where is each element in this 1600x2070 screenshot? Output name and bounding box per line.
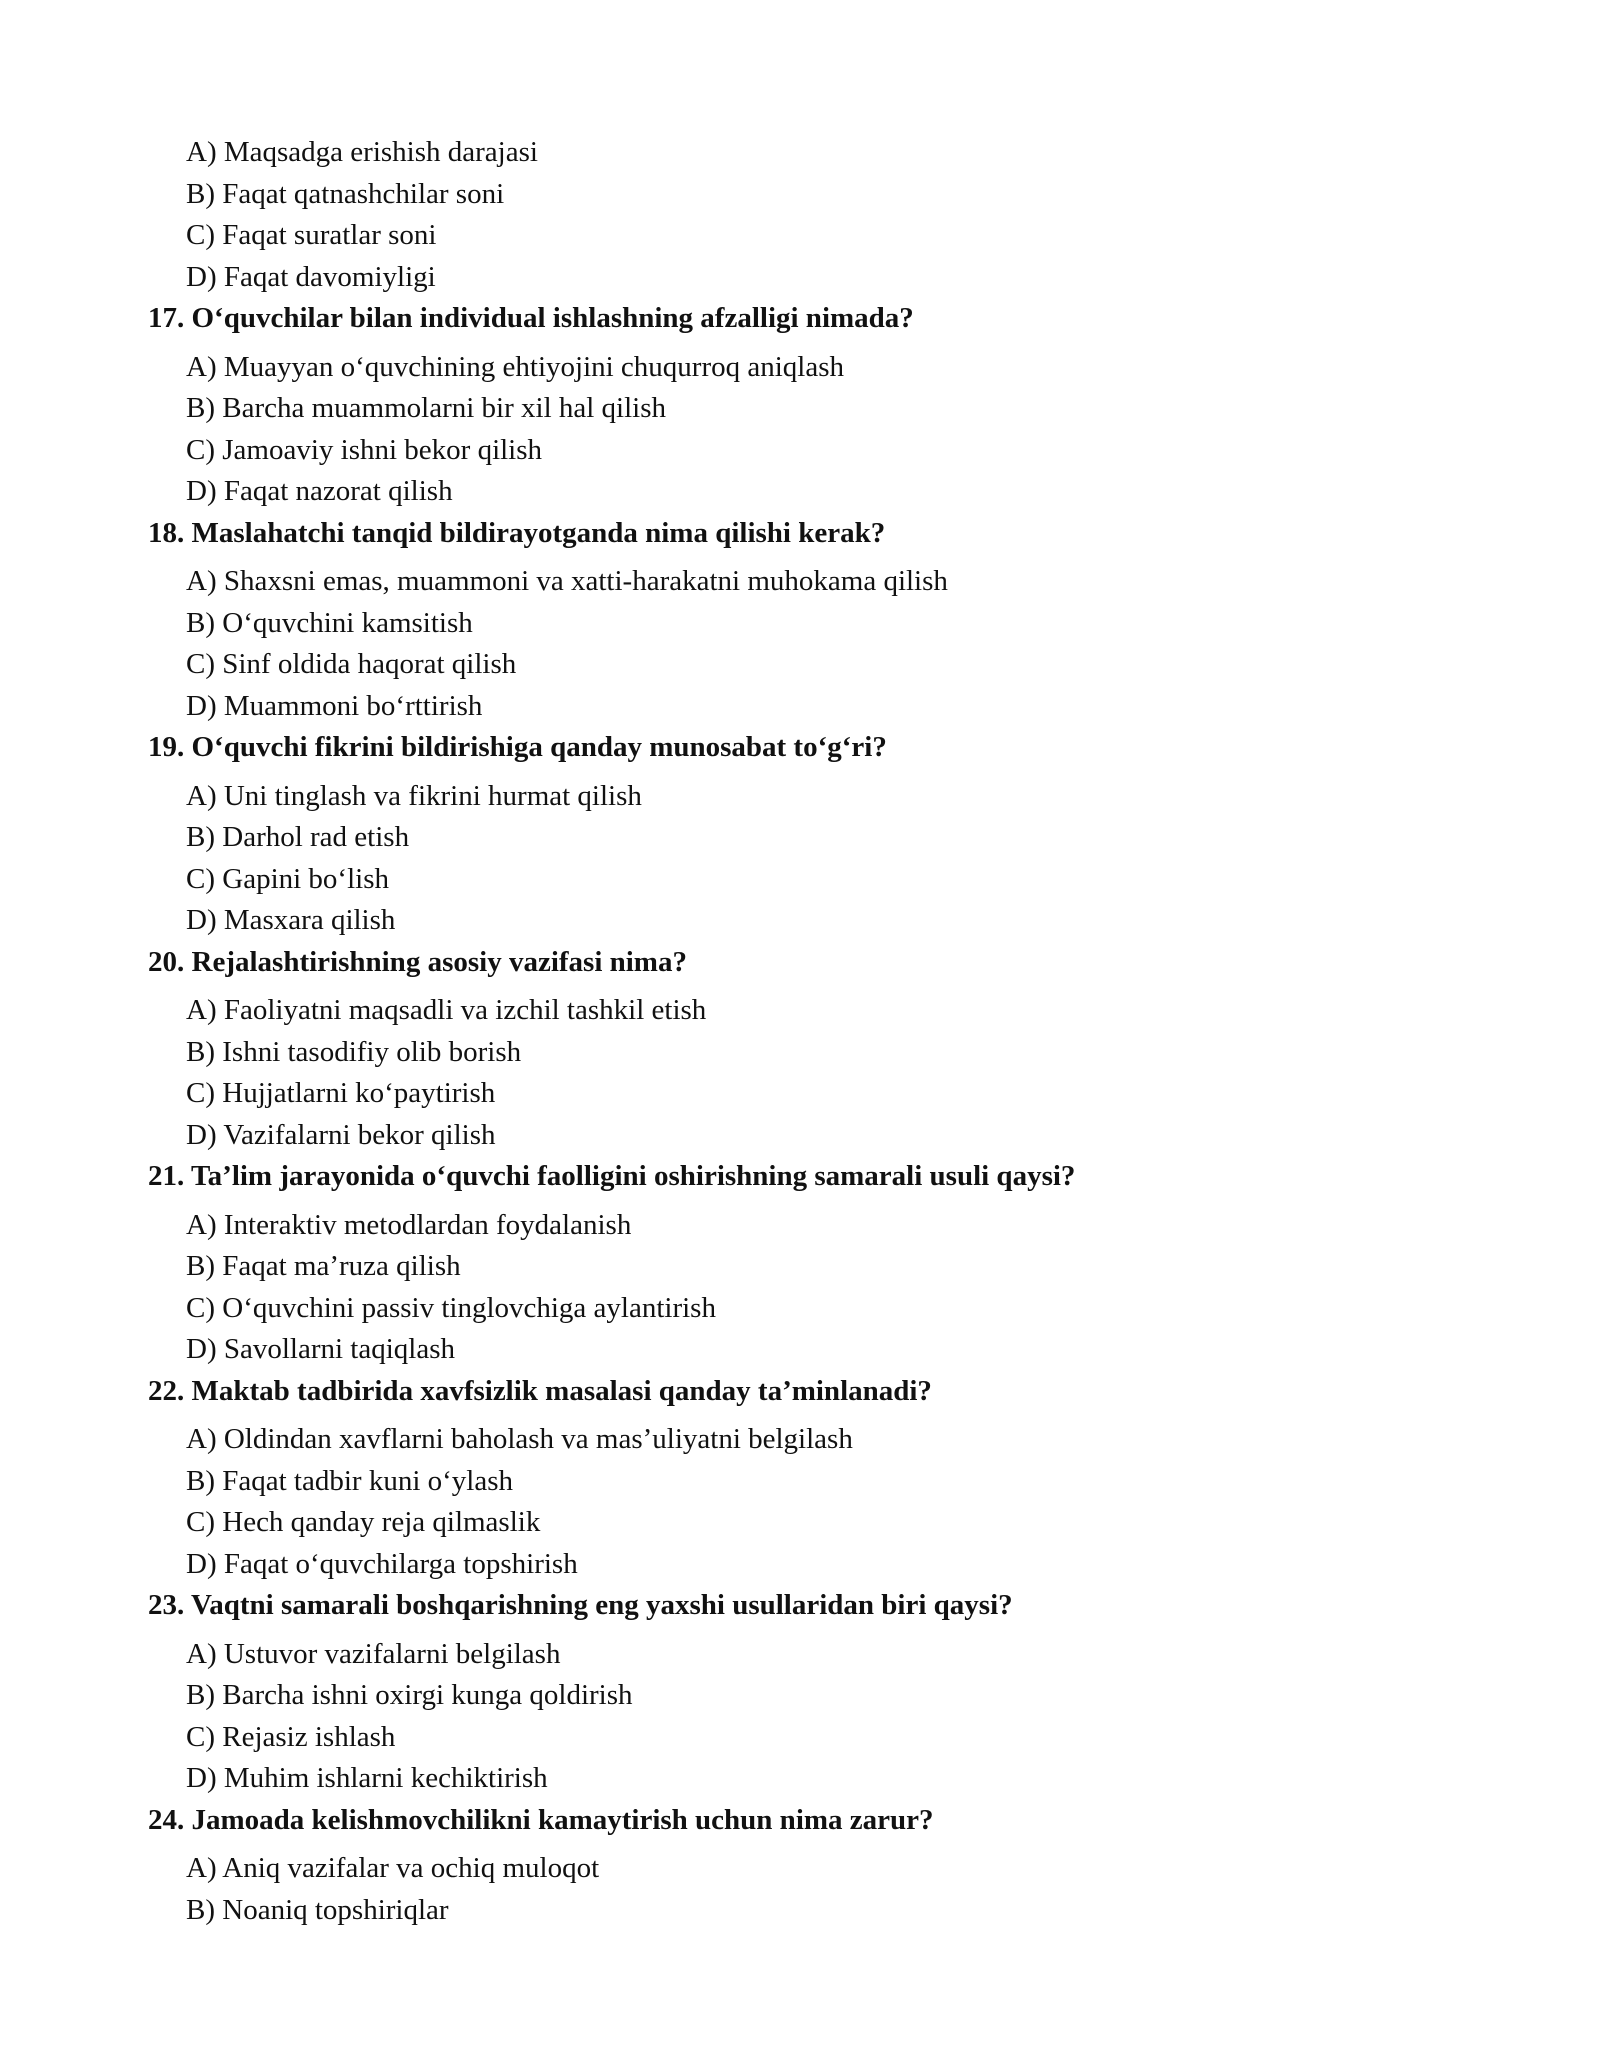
question-text: 22. Maktab tadbirida xavfsizlik masalasi qanday ta’minlanadi? (148, 1374, 932, 1407)
answer-option: A) Muayyan o‘quvchining ehtiyojini chuqurroq aniqlash (186, 350, 845, 383)
answer-option: B) Faqat qatnashchilar soni (186, 177, 505, 210)
answer-option: D) Muammoni bo‘rttirish (186, 689, 483, 722)
question-text: 20. Rejalashtirishning asosiy vazifasi nima? (148, 945, 687, 978)
answer-option: A) Uni tinglash va fikrini hurmat qilish (186, 779, 642, 812)
answer-option: B) Barcha muammolarni bir xil hal qilish (186, 392, 667, 424)
question-text: 21. Ta’lim jarayonida o‘quvchi faolligini oshirishning samarali usuli qaysi? (148, 1160, 1076, 1192)
answer-option: A) Oldindan xavflarni baholash va mas’uliyatni belgilash (186, 1423, 853, 1455)
answer-option: C) O‘quvchini passiv tinglovchiga aylantirish (186, 1291, 716, 1324)
question-text: 23. Vaqtni samarali boshqarishning eng yaxshi usullaridan biri qaysi? (148, 1589, 1013, 1621)
answer-option: D) Faqat nazorat qilish (186, 475, 453, 507)
answer-option: B) Faqat ma’ruza qilish (186, 1250, 461, 1282)
answer-option: B) O‘quvchini kamsitish (186, 606, 473, 639)
answer-option: A) Interaktiv metodlardan foydalanish (186, 1208, 632, 1241)
answer-option: D) Muhim ishlarni kechiktirish (186, 1762, 548, 1794)
question-text: 17. O‘quvchilar bilan individual ishlashning afzalligi nimada? (148, 302, 914, 334)
answer-option: A) Faoliyatni maqsadli va izchil tashkil etish (186, 994, 707, 1026)
answer-option: C) Jamoaviy ishni bekor qilish (186, 433, 543, 466)
answer-option: D) Faqat davomiyligi (186, 260, 436, 293)
answer-option: C) Gapini bo‘lish (186, 862, 389, 895)
answer-option: B) Faqat tadbir kuni o‘ylash (186, 1464, 514, 1497)
question-text: 24. Jamoada kelishmovchilikni kamaytirish uchun nima zarur? (148, 1803, 934, 1836)
question-text: 19. O‘quvchi fikrini bildirishiga qanday munosabat to‘g‘ri? (148, 731, 887, 763)
answer-option: D) Faqat o‘quvchilarga topshirish (186, 1547, 578, 1580)
answer-option: C) Sinf oldida haqorat qilish (186, 648, 517, 680)
quiz-content (0, 132, 1600, 1931)
answer-option: D) Vazifalarni bekor qilish (186, 1118, 496, 1151)
answer-option: A) Ustuvor vazifalarni belgilash (186, 1637, 561, 1670)
question-text: 18. Maslahatchi tanqid bildirayotganda nima qilishi kerak? (148, 516, 886, 549)
answer-option: B) Noaniq topshiriqlar (186, 1893, 449, 1926)
answer-option: C) Faqat suratlar soni (186, 219, 437, 251)
answer-option: A) Maqsadga erishish darajasi (186, 136, 538, 168)
answer-option: A) Shaxsni emas, muammoni va xatti-harakatni muhokama qilish (186, 565, 948, 597)
answer-option: A) Aniq vazifalar va ochiq muloqot (186, 1852, 600, 1884)
answer-option: C) Hujjatlarni ko‘paytirish (186, 1077, 496, 1109)
answer-option: C) Rejasiz ishlash (186, 1720, 396, 1753)
answer-option: C) Hech qanday reja qilmaslik (186, 1506, 541, 1538)
answer-option: D) Masxara qilish (186, 904, 396, 936)
answer-option: B) Darhol rad etish (186, 821, 410, 853)
answer-option: D) Savollarni taqiqlash (186, 1333, 456, 1365)
answer-option: B) Barcha ishni oxirgi kunga qoldirish (186, 1679, 633, 1711)
answer-option: B) Ishni tasodifiy olib borish (186, 1035, 522, 1068)
